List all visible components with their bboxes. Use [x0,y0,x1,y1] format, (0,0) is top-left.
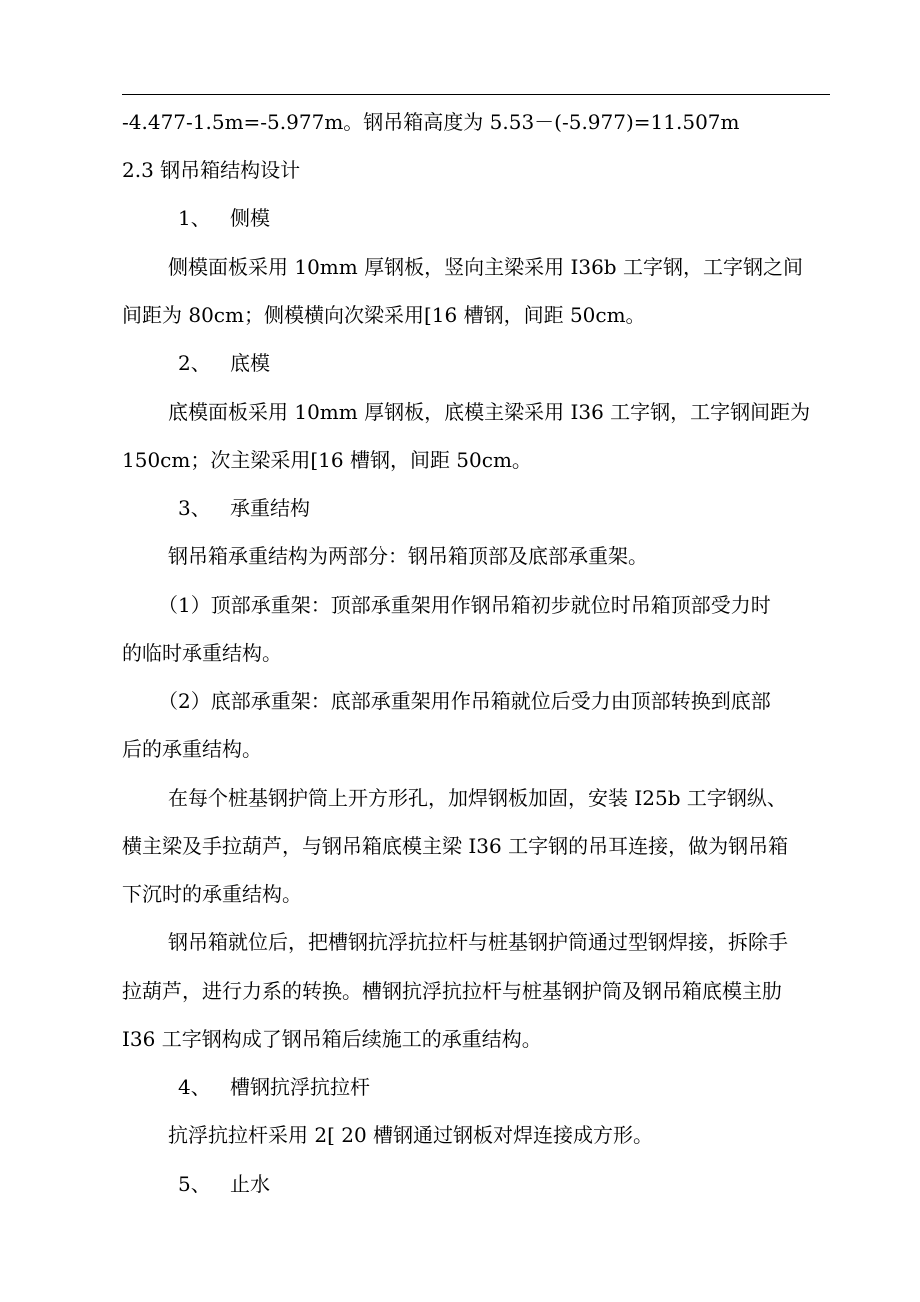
paragraph-line: 钢吊箱就位后，把槽钢抗浮抗拉杆与桩基钢护筒通过型钢焊接，拆除手 [168,930,788,954]
paragraph-line: 间距为 80cm；侧模横向次梁采用[16 槽钢，间距 50cm。 [122,303,646,327]
paragraph-line: 底模面板采用 10mm 厚钢板，底模主梁采用 I36 工字钢，工字钢间距为 [168,400,811,424]
list-item-label: 槽钢抗浮抗拉杆 [230,1075,370,1099]
paragraph-line: I36 工字钢构成了钢吊箱后续施工的承重结构。 [122,1027,542,1051]
paragraph-line: 下沉时的承重结构。 [122,882,302,906]
list-item-label: 侧模 [230,206,270,230]
paragraph-line: 后的承重结构。 [122,737,262,761]
text-line: -4.477-1.5m=-5.977m。钢吊箱高度为 5.53－(-5.977)=11.507m [122,110,740,134]
list-item-number: 2、 [178,351,211,375]
list-item-number: 3、 [178,496,211,520]
list-item-label: 止水 [230,1172,270,1196]
list-item-heading [178,206,898,230]
list-item-label: 底模 [230,351,270,375]
paragraph-line: 横主梁及手拉葫芦，与钢吊箱底模主梁 I36 工字钢的吊耳连接，做为钢吊箱 [122,834,789,858]
paragraph-line: 钢吊箱承重结构为两部分：钢吊箱顶部及底部承重架。 [168,544,648,568]
paragraph-line: 抗浮抗拉杆采用 2[ 20 槽钢通过钢板对焊连接成方形。 [168,1123,654,1147]
paragraph-line: 150cm；次主梁采用[16 槽钢，间距 50cm。 [122,448,532,472]
section-heading: 2.3 钢吊箱结构设计 [122,158,301,182]
list-item-number: 1、 [178,206,211,230]
paragraph-line: 侧模面板采用 10mm 厚钢板，竖向主梁采用 I36b 工字钢，工字钢之间 [168,255,803,279]
paragraph-line: 拉葫芦，进行力系的转换。槽钢抗浮抗拉杆与桩基钢护筒及钢吊箱底模主肋 [122,979,782,1003]
list-item-heading [178,1075,898,1099]
paragraph-line: （2）底部承重架：底部承重架用作吊箱就位后受力由顶部转换到底部 [158,689,771,713]
paragraph-line: 在每个桩基钢护筒上开方形孔，加焊钢板加固，安装 I25b 工字钢纵、 [168,786,787,810]
header-rule [122,94,830,95]
list-item-heading [178,351,898,375]
list-item-label: 承重结构 [230,496,310,520]
paragraph-line: 的临时承重结构。 [122,641,282,665]
paragraph-line: （1）顶部承重架：顶部承重架用作钢吊箱初步就位时吊箱顶部受力时 [158,593,771,617]
list-item-number: 4、 [178,1075,211,1099]
list-item-heading [178,1172,898,1196]
list-item-heading [178,496,898,520]
list-item-number: 5、 [178,1172,211,1196]
